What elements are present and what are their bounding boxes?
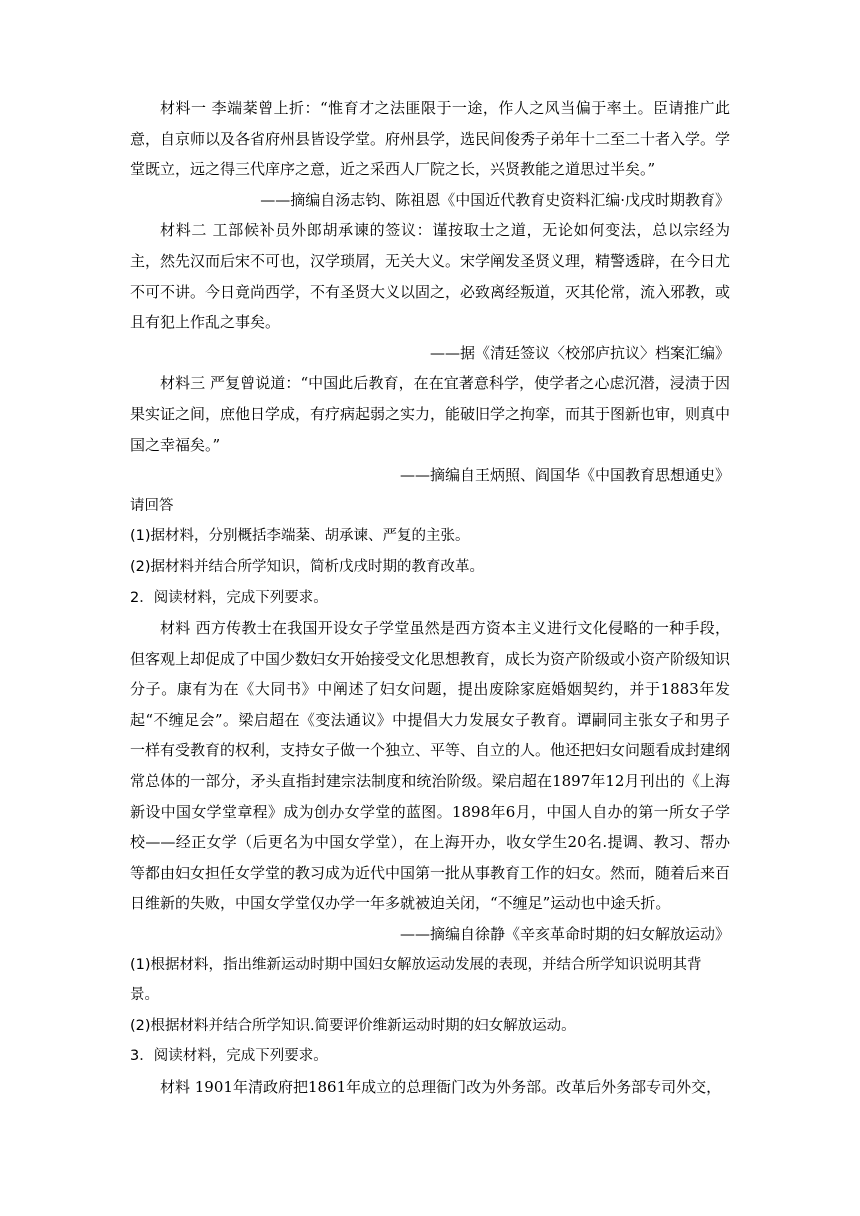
q2-sub-question-1: (1)根据材料，指出维新运动时期中国妇女解放运动发展的表现，并结合所学知识说明其背景。 <box>130 956 702 1004</box>
q1-sub-question-2: (2)据材料并结合所学知识，简析戊戌时期的教育改革。 <box>130 558 485 575</box>
q2-heading: 2．阅读材料，完成下列要求。 <box>130 589 328 606</box>
q1-material-2: 材料二 工部候补员外郎胡承谏的签议：谨按取士之道，无论如何变法，总以宗经为主，然先汉而后宋不可也，汉学琐屑，无关大义。宋学阐发圣贤义理，精警透辟，在今日尤不可不讲。今日竟尚西学，不有圣贤大义以固之，必致离经叛道，灭其伦常，流入邪教，或且有犯上作乱之事矣。 <box>130 221 731 332</box>
q3-heading: 3．阅读材料，完成下列要求。 <box>130 1048 328 1065</box>
q1-prompt: 请回答 <box>130 497 174 514</box>
q1-material-1: 材料一 李端棻曾上折：“惟育才之法匪限于一途，作人之风当偏于率土。臣请推广此意，自京师以及各省府州县皆设学堂。府州县学，选民间俊秀子弟年十二至二十者入学。学堂既立，远之得三代庠序之意，近之采西人厂院之长，兴贤教能之道思过半矣。” <box>130 99 731 179</box>
q2-material-source: ——摘编自徐静《辛亥革命时期的妇女解放运动》 <box>399 925 730 944</box>
q3-material: 材料 1901年清政府把1861年成立的总理衙门改为外务部。改革后外务部专司外交， <box>160 1078 722 1096</box>
q1-material-3-source: ——摘编自王炳照、阎国华《中国教育思想通史》 <box>399 466 730 485</box>
q2-sub-question-2: (2)根据材料并结合所学知识.简要评价维新运动时期的妇女解放运动。 <box>130 1017 576 1034</box>
q1-sub-question-1: (1)据材料，分别概括李端棻、胡承谏、严复的主张。 <box>130 528 470 545</box>
document-body <box>130 93 730 1103</box>
q1-material-3: 材料三 严复曾说道：“中国此后教育，在在宜著意科学，使学者之心虑沉潜，浸渍于因果实证之间，庶他日学成，有疗病起弱之实力，能破旧学之拘挛，而其于图新也审，则真中国之幸福矣。” <box>130 374 731 454</box>
q1-material-1-source: ——摘编自汤志钧、陈祖恩《中国近代教育史资料汇编·戊戌时期教育》 <box>260 190 730 209</box>
q2-material: 材料 西方传教士在我国开设女子学堂虽然是西方资本主义进行文化侵略的一种手段，但客观上却促成了中国少数妇女开始接受文化思想教育，成长为资产阶级或小资产阶级知识分子。康有为在《大同书》中阐述了妇女问题，提出废除家庭婚姻契约，并于1883年发起“不缠足会”。梁启超在《变法通议》中提倡大力发展女子教育。谭嗣同主张女子和男子一样有受教育的权利，支持女子做一个独立、平等、自立的人。他还把妇女问题看成封建纲常总体的一部分，矛头直指封建宗法制度和统治阶级。梁启超在1897年12月刊出的《上海新设中国女学堂章程》成为创办女学堂的蓝图。1898年6月，中国人自办的第一所女子学校——经正女学（后更名为中国女学堂），在上海开办，收女学生20名.提调、教习、帮办等都由妇女担任女学堂的教习成为近代中国第一批从事教育工作的妇女。然而，随着后来百日维新的失败，中国女学堂仅办学一年多就被迫关闭，“不缠足”运动也中途夭折。 <box>130 619 731 913</box>
q1-material-2-source: ——据《清廷签议〈校邠庐抗议〉档案汇编》 <box>429 343 730 362</box>
